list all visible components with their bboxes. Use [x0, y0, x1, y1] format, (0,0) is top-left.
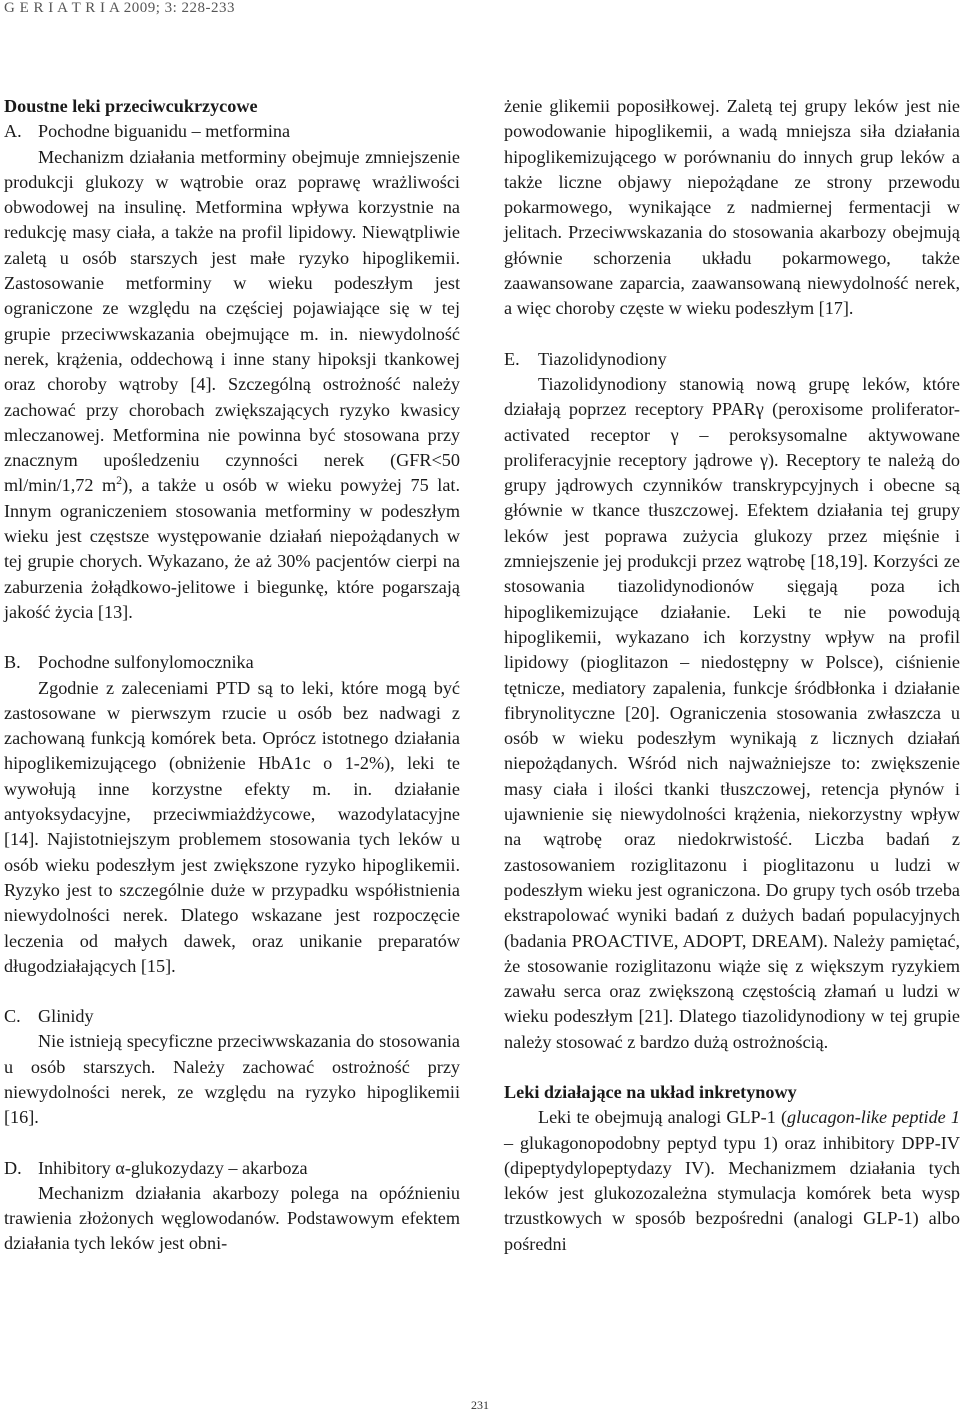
running-header: G E R I A T R I A 2009; 3: 228-233	[4, 0, 236, 16]
subsection-e-title	[504, 347, 960, 372]
subsection-a-letter: A.	[4, 121, 22, 142]
subsection-d-title	[4, 1156, 460, 1181]
right-column	[504, 94, 960, 1257]
subsection-e-letter: E.	[504, 348, 520, 369]
section-title: Doustne leki przeciwcukrzycowe	[4, 96, 258, 116]
subsection-c-body: Nie istnieją specyficzne przeciwwskazania do stosowania u osób starszych. Należy zachować ostrożność przy niewydolności nerek, ze względu na ryzyko hipoglikemii [16].	[4, 1031, 460, 1128]
left-column	[4, 94, 460, 1257]
subsection-c-letter: C.	[4, 1006, 21, 1027]
subsection-a-text-after: ), a także u osób w wieku powyżej 75 lat. Innym ograniczeniem stosowania metforminy w podeszłym wieku jest częstsze występowanie działań niepożądanych w tej grupie chorych. Wykazano, że aż 30% pacjentów cierpi na zaburzenia żołądkowo-jelitowe i biegunkę, które pogarszają jakość życia [13].	[4, 475, 460, 622]
subsection-a-text: Mechanizm działania metforminy obejmuje zmniejszenie produkcji glukozy w wątrobie oraz poprawę wrażliwości obwodowej na insulinę. Metformina wpływa korzystnie na redukcję masy ciała, a także na profil lipidowy. Niewątpliwie zaletą u osób starszych jest małe ryzyko hipoglikemii. Zastosowanie metforminy w wieku podeszłym jest ograniczone ze względu na częściej pojawiające się w tej grupie przeciwwskazania obejmujące m. in. niewydolność nerek, krążenia, oddechową i inne stany hipoksji tkankowej oraz choroby wątroby [4]. Szczególną ostrożność należy zachować przy chorobach zwiększających ryzyko kwasicy mleczanowej. Metformina nie powinna być stosowana przy znacznym upośledzeniu czynności nerek (GFR<50 ml/min/1,72 m	[4, 146, 460, 496]
subsection-d-heading: Inhibitory α-glukozydazy – akarboza	[38, 1157, 308, 1178]
subsection-a-heading: Pochodne biguanidu – metformina	[38, 121, 291, 142]
incretin-title: Leki działające na układ inkretynowy	[504, 1081, 797, 1102]
subsection-b-heading: Pochodne sulfonylomocznika	[38, 652, 254, 673]
subsection-b-letter: B.	[4, 652, 21, 673]
subsection-b-title	[4, 650, 460, 675]
page-number: 231	[471, 1398, 489, 1412]
continuation-paragraph: żenie glikemii poposiłkowej. Zaletą tej grupy leków jest nie powodowanie hipoglikemii, a wadą mniejsza siła działania hipoglikemizującego w porównaniu do innych grup leków a także liczne objawy niepożądane ze strony przewodu pokarmowego, wynikające z nadmiernej fermentacji w jelitach. Przeciwwskazania do stosowania akarbozy obejmują głównie schorzenia układu pokarmowego, także zaawansowane zaparcia, zaawansowaną niewydolność nerek, a więc choroby częste w wieku podeszłym [17].	[504, 96, 960, 319]
incretin-italic-term: glucagon-like peptide 1	[787, 1107, 960, 1128]
subsection-a-body	[4, 145, 460, 626]
subsection-c-title	[4, 1004, 460, 1029]
incretin-body	[504, 1105, 960, 1257]
superscript: 2	[116, 473, 123, 488]
subsection-c-heading: Glinidy	[38, 1006, 94, 1027]
subsection-e-heading: Tiazolidynodiony	[538, 348, 667, 369]
incretin-text-after: – glukagonopodobny peptyd typu 1) oraz inhibitory DPP-IV (dipeptydylopeptydazy IV). Mechanizmem działania tych leków jest glukozozależna stymulacja komórek beta wysp trzustkowych w sposób bezpośredni (analogi GLP-1) albo pośredni	[504, 1132, 960, 1254]
subsection-d-body: Mechanizm działania akarbozy polega na opóźnieniu trawienia złożonych węglowodanów. Podstawowym efektem działania tych leków jest obni-	[4, 1182, 460, 1254]
subsection-d-letter: D.	[4, 1157, 22, 1178]
subsection-e-body: Tiazolidynodiony stanowią nową grupę leków, które działają poprzez receptory PPARγ (peroxisome proliferator-activated receptor γ – peroksysomalne aktywowane proliferacyjnie receptory jądrowe γ). Receptory te należą do grupy jądrowych czynników transkrypcyjnych i obecne są głównie w tkance tłuszczowej. Efektem działania tej grupy leków jest poprawa zużycia glukozy przez mięśnie i zmniejszenie jej produkcji przez wątrobę [18,19]. Korzyści ze stosowania tiazolidynodionów sięgają poza ich hipoglikemizujące działanie. Leki te nie powodują hipoglikemii, wykazano ich korzystny wpływ na profil lipidowy (pioglitazon – niedostępny w Polsce), ciśnienie tętnicze, mediatory zapalenia, funkcje śródbłonka i działanie fibrynolityczne [20]. Ograniczenia stosowania zwłaszcza u osób w wieku podeszłym wynikają z licznych działań niepożądanych. Wśród nich najważniejsze to: zwiększenie masy ciała i ilości tkanki tłuszczowej, retencja płynów i ujawnienie się niewydolności krążenia, niekorzystny wpływ na wątrobę oraz niedokrwistość. Liczba badań z zastosowaniem roziglitazonu i pioglitazonu u ludzi w podeszłym wieku jest ograniczona. Do grupy tych osób trzeba ekstrapolować wyniki badań z dużych badań populacyjnych (badania PROACTIVE, ADOPT, DREAM). Należy pamiętać, że stosowanie roziglitazonu wiąże się z większym ryzykiem zawału serca oraz zwiększoną częstością złamań u ludzi w wieku podeszłym [21]. Dlatego tiazolidynodiony w tej grupie należy stosować z bardzo dużą ostrożnością.	[504, 373, 960, 1052]
incretin-text: Leki te obejmują analogi GLP-1 (	[538, 1107, 788, 1128]
subsection-b-body: Zgodnie z zaleceniami PTD są to leki, które mogą być zastosowane w pierwszym rzucie u osób bez nadwagi z zachowaną funkcją komórek beta. Oprócz istotnego działania hipoglikemizującego (obniżenie HbA1c o 1-2%), leki te wywołują inne korzystne efekty m. in. działanie antyoksydacyjne, przeciwmiażdżycowe, wazodylatacyjne [14]. Najistotniejszym problemem stosowania tych leków u osób wieku podeszłym jest zwiększone ryzyko hipoglikemii. Ryzyko jest to szczególnie duże w przypadku współistnienia niewydolności nerek. Dlatego wskazane jest rozpoczęcie leczenia od małych dawek, oraz unikanie preparatów długodziałających [15].	[4, 677, 460, 976]
subsection-a-title	[4, 119, 460, 144]
